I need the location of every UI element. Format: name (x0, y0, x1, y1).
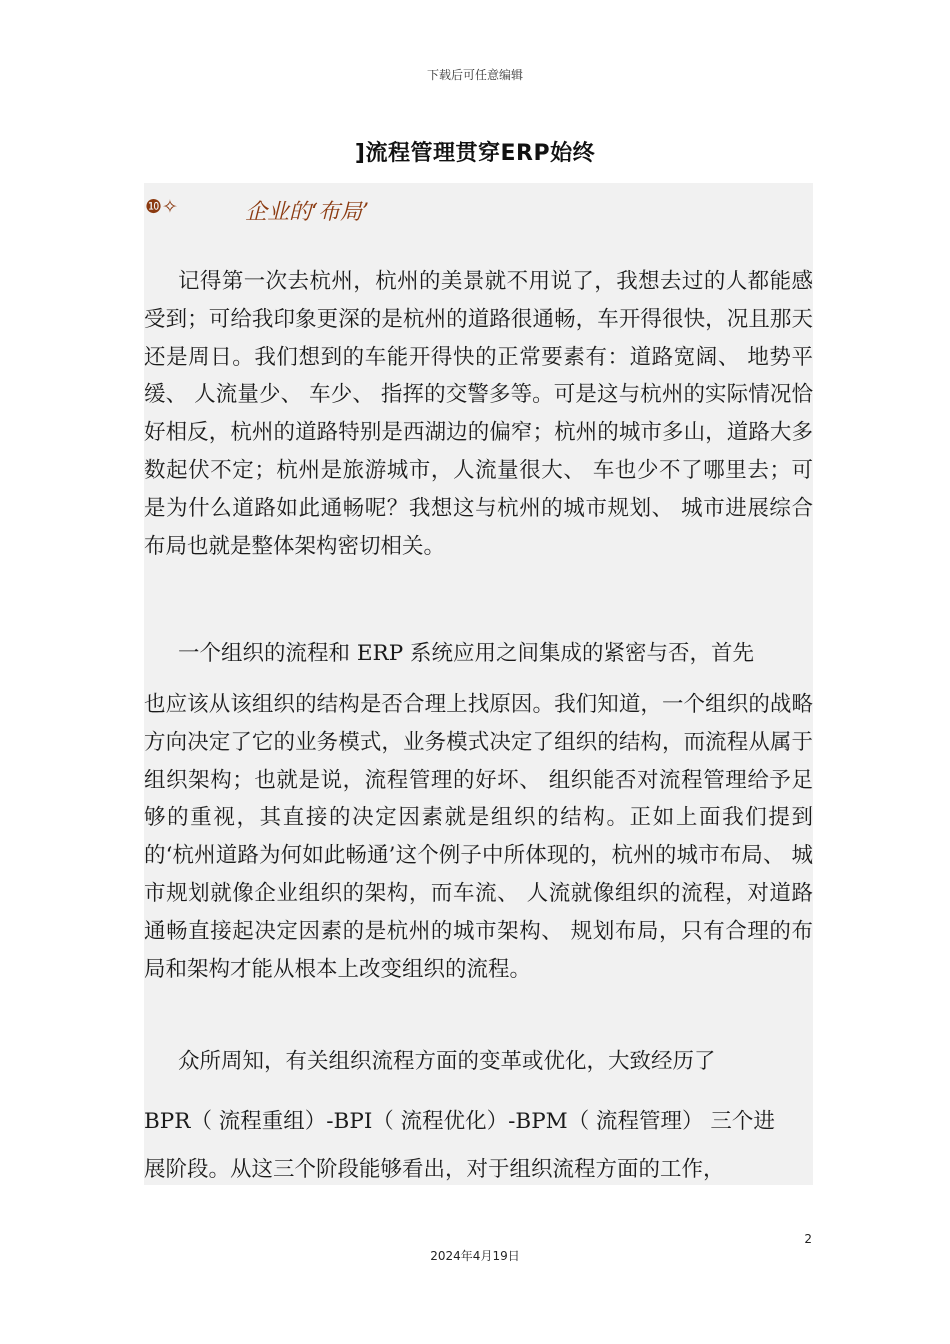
section-number-marker-icon: ❿✧ (145, 196, 178, 218)
section-heading (144, 195, 813, 227)
paragraph-process-evolution-line-2: BPR（ 流程重组）-BPI（ 流程优化）-BPM（ 流程管理） 三个进 (144, 1109, 775, 1134)
paragraph-erp-integration-first-line: 一个组织的流程和 ERP 系统应用之间集成的紧密与否，首先 (178, 641, 755, 666)
document-title: ]流程管理贯穿ERP始终 (354, 141, 596, 166)
paragraph-process-evolution-line-3: 展阶段。从这三个阶段能够看出，对于组织流程方面的工作， (144, 1157, 725, 1182)
page-header-note: 下载后可任意编辑 (426, 68, 523, 82)
paragraph-process-evolution-first-line: 众所周知，有关组织流程方面的变革或优化，大致经历了 (178, 1049, 716, 1074)
content-panel (144, 183, 813, 1185)
section-title: 企业的‘布局’ (245, 200, 369, 225)
paragraph-erp-integration-body: 也应该从该组织的结构是否合理上找原因。我们知道，一个组织的战略方向决定了它的业务模式，业务模式决定了组织的结构，而流程从属于组织架构；也就是说，流程管理的好坏、 组织能否对流程管理给予足够的重视，其直接的决定因素就是组织的结构。正如上面我们提到的‘杭州道路为何如此畅通’这个例子中所体现的，杭州的城市布局、 城市规划就像企业组织的架构，而车流、 人流就像组织的流程，对道路通畅直接起决定因素的是杭州的城市架构、 规划布局，只有合理的布局和架构才能从根本上改变组织的流程。 (144, 692, 813, 982)
paragraph-hangzhou-roads: 记得第一次去杭州，杭州的美景就不用说了，我想去过的人都能感受到；可给我印象更深的是杭州的道路很通畅，车开得很快，况且那天还是周日。我们想到的车能开得快的正常要素有：道路宽阔、 地势平缓、 人流量少、 车少、 指挥的交警多等。可是这与杭州的实际情况恰好相反，杭州的道路特别是西湖边的偏窄；杭州的城市多山，道路大多数起伏不定；杭州是旅游城市，人流量很大、 车也少不了哪里去；可是为什么道路如此通畅呢？我想这与杭州的城市规划、 城市进展综合布局也就是整体架构密切相关。 (144, 269, 813, 559)
footer-date: 2024年4月19日 (430, 1249, 520, 1263)
page-number: 2 (804, 1232, 812, 1246)
